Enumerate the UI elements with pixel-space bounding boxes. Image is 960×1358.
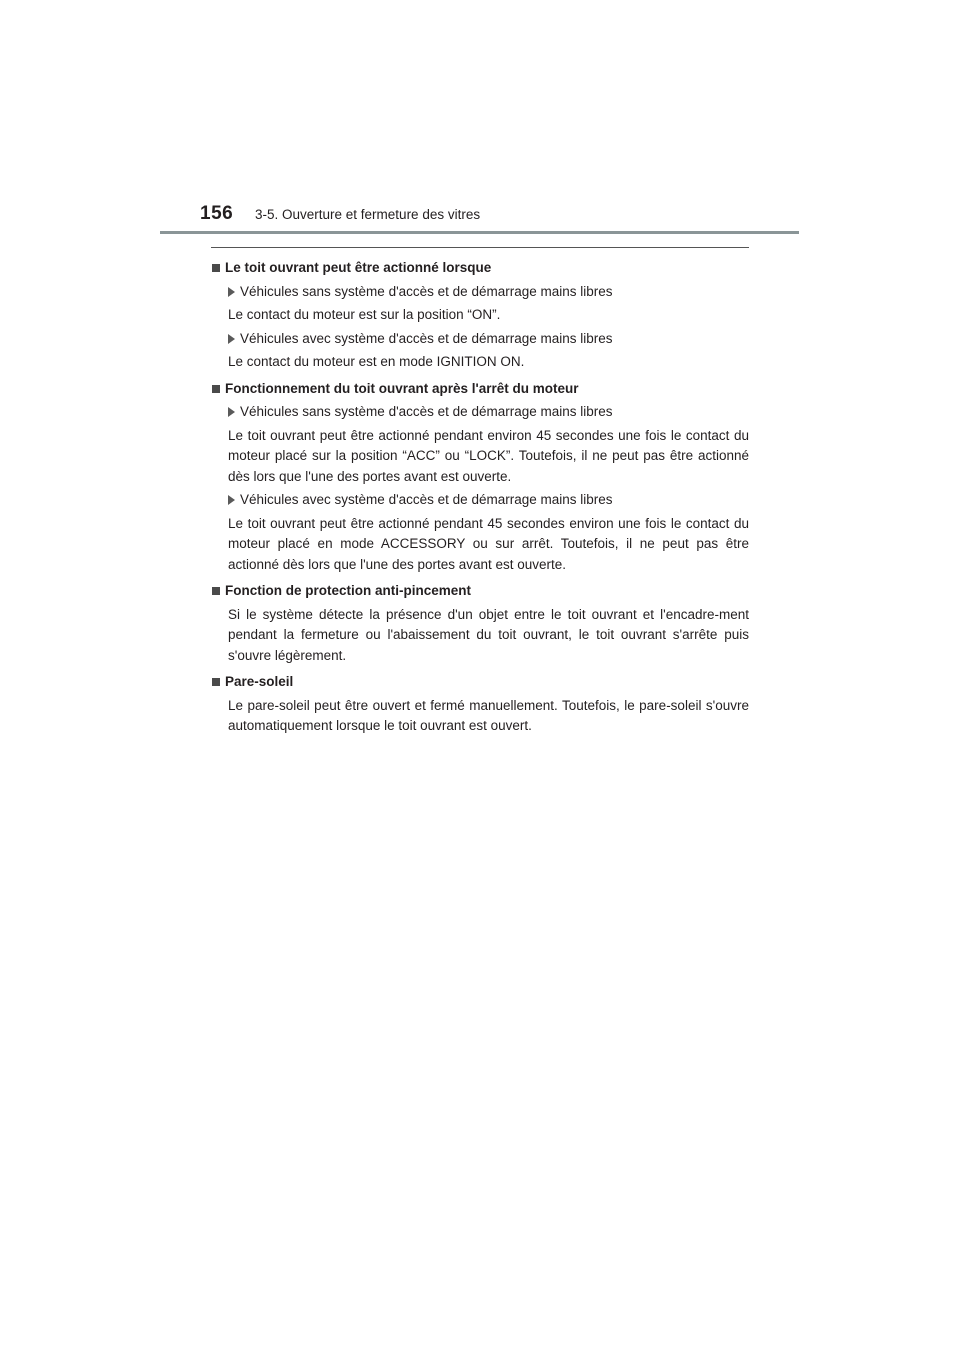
section-block	[211, 258, 749, 373]
sub-item	[228, 329, 749, 350]
section-block	[211, 379, 749, 576]
section-title: 3-5. Ouverture et fermeture des vitres	[255, 207, 481, 222]
sub-item-text: Véhicules sans système d'accès et de démarrage mains libres	[240, 283, 613, 299]
page-number: 156	[200, 203, 234, 224]
arrow-right-icon	[228, 407, 235, 417]
section-heading-text: Le toit ouvrant peut être actionné lorsque	[225, 260, 492, 275]
section-block	[211, 672, 749, 737]
section-heading	[211, 379, 749, 400]
sub-item	[228, 402, 749, 423]
arrow-right-icon	[228, 287, 235, 297]
content	[211, 247, 749, 743]
section-heading	[211, 672, 749, 693]
section-heading-text: Pare-soleil	[225, 674, 294, 689]
paragraph: Le contact du moteur est en mode IGNITION ON.	[228, 354, 525, 369]
paragraph: Le toit ouvrant peut être actionné pendant 45 secondes environ une fois le contact du moteur placé en mode ACCESSORY ou sur arrêt. Toutefois, il ne peut pas être actionné dès lors que l'une des portes avant est ouverte.	[228, 515, 749, 572]
section-heading-text: Fonctionnement du toit ouvrant après l'arrêt du moteur	[225, 380, 579, 396]
paragraph: Le contact du moteur est sur la position “ON”.	[228, 307, 501, 322]
sub-item-text: Véhicules sans système d'accès et de démarrage mains libres	[240, 404, 613, 419]
sub-item	[228, 282, 749, 303]
section-heading	[211, 258, 749, 279]
square-bullet-icon	[212, 678, 220, 686]
paragraph: Le pare-soleil peut être ouvert et fermé manuellement. Toutefois, le pare-soleil s'ouvre automatiquement lorsque le toit ouvrant est ouvert.	[228, 697, 749, 733]
sub-item-text: Véhicules avec système d'accès et de démarrage mains libres	[240, 492, 613, 507]
sub-item	[228, 490, 749, 511]
square-bullet-icon	[212, 264, 220, 272]
header-rule	[160, 231, 799, 234]
section-heading	[211, 581, 749, 602]
sub-item-text: Véhicules avec système d'accès et de démarrage mains libres	[240, 330, 613, 346]
square-bullet-icon	[212, 385, 220, 393]
section-block	[211, 581, 749, 666]
arrow-right-icon	[228, 495, 235, 505]
square-bullet-icon	[212, 587, 220, 595]
section-heading-text: Fonction de protection anti-pincement	[225, 583, 471, 598]
arrow-right-icon	[228, 334, 235, 344]
paragraph: Le toit ouvrant peut être actionné pendant environ 45 secondes une fois le contact du moteur placé sur la position “ACC” ou “LOCK”. Toutefois, il ne peut pas être actionné dès lors que l'une des portes avant est ouverte.	[228, 427, 749, 484]
paragraph: Si le système détecte la présence d'un objet entre le toit ouvrant et l'encadre-ment pendant la fermeture ou l'abaissement du toit ouvrant, le toit ouvrant s'arrête puis s'ouvre légèrement.	[228, 606, 749, 663]
